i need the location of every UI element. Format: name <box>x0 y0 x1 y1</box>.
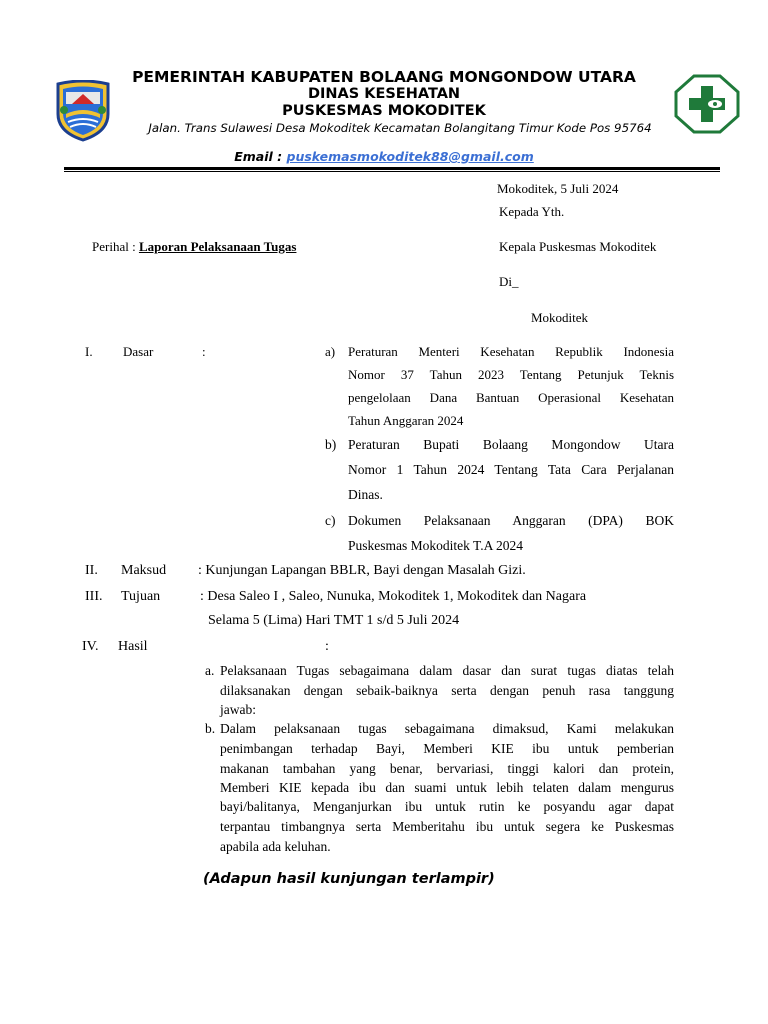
recipient-city: Mokoditek <box>531 310 589 325</box>
hasil-item-b-line1: Dalam pelaksanaan tugas sebagaimana dimaksud, Kami melakukan <box>220 721 674 736</box>
section-hasil-colon: : <box>325 639 329 654</box>
letterhead-rule-thin <box>64 171 720 172</box>
section-dasar-label: Dasar <box>123 344 154 359</box>
section-tujuan-number: III. <box>85 589 103 604</box>
dasar-item-a-line2: Nomor 37 Tahun 2023 Tentang Petunjuk Teknis <box>348 367 674 382</box>
hasil-item-b-line7: apabila ada keluhan. <box>220 839 331 854</box>
dasar-item-c-line1: Dokumen Pelaksanaan Anggaran (DPA) BOK <box>348 513 674 528</box>
section-maksud-text: : Kunjungan Lapangan BBLR, Bayi dengan Masalah Gizi. <box>198 563 526 578</box>
hasil-item-a-line1: Pelaksanaan Tugas sebagaimana dalam dasar dan surat tugas diatas telah <box>220 663 674 678</box>
attachment-note: (Adapun hasil kunjungan terlampir) <box>203 871 495 887</box>
dasar-item-marker-a: a) <box>325 344 336 359</box>
dasar-item-marker-b: b) <box>325 437 337 452</box>
section-hasil-number: IV. <box>82 639 99 654</box>
dasar-item-a-line4: Tahun Anggaran 2024 <box>348 413 464 428</box>
hasil-item-a-line3: jawab: <box>220 702 256 717</box>
subject-text: Laporan Pelaksanaan Tugas <box>138 239 297 254</box>
email-link[interactable]: puskemasmokoditek88@gmail.com <box>286 149 534 164</box>
subject-line <box>92 239 296 255</box>
hasil-item-b-line6: terpantau timbangnya serta Memberitahu ibu untuk segera ke Puskesmas <box>220 819 674 834</box>
hasil-item-b-line5: bayi/balitanya, Menganjurkan ibu untuk rutin ke posyandu agar dapat <box>220 799 674 814</box>
letterhead-agency: DINAS KESEHATAN <box>307 86 461 102</box>
letterhead-address: Jalan. Trans Sulawesi Desa Mokoditek Kecamatan Bolangitang Timur Kode Pos 95764 <box>148 121 652 135</box>
dasar-item-a-line1: Peraturan Menteri Kesehatan Republik Indonesia <box>348 344 674 359</box>
dasar-item-b-line2: Nomor 1 Tahun 2024 Tentang Tata Cara Perjalanan <box>348 462 674 477</box>
hasil-item-b-line2: penimbangan terhadap Bayi, Memberi KIE ibu untuk pemberian <box>220 741 674 756</box>
dasar-item-a-line3: pengelolaan Dana Bantuan Operasional Kesehatan <box>348 390 674 405</box>
hasil-item-b-line4: Memberi KIE kepada ibu dan suami untuk lebih telaten dalam mengurus <box>220 780 674 795</box>
to-label: Kepada Yth. <box>499 204 565 219</box>
recipient: Kepala Puskesmas Mokoditek <box>499 239 657 254</box>
section-tujuan-label: Tujuan <box>121 589 161 604</box>
dasar-item-marker-c: c) <box>325 513 336 528</box>
hasil-item-b-line3: makanan tambahan yang benar, bervariasi, tinggi kalori dan protein, <box>220 761 674 776</box>
section-maksud-label: Maksud <box>121 563 167 578</box>
puskesmas-cross-logo <box>674 74 740 134</box>
letterhead-unit: PUSKESMAS MOKODITEK <box>282 103 486 119</box>
section-maksud-number: II. <box>85 563 98 578</box>
hasil-item-marker-b: b. <box>205 721 216 736</box>
section-dasar-number: I. <box>85 344 93 359</box>
section-dasar-colon: : <box>202 344 206 359</box>
subject-label: Perihal : <box>92 239 136 254</box>
di-label: Di_ <box>499 274 519 289</box>
letterhead-rule-thick <box>64 167 720 170</box>
dasar-item-b-line3: Dinas. <box>348 487 383 502</box>
hasil-item-marker-a: a. <box>205 663 215 678</box>
email-label: Email : <box>234 149 283 164</box>
letterhead-government: PEMERINTAH KABUPATEN BOLAANG MONGONDOW UTARA <box>132 68 636 86</box>
dasar-item-b-line1: Peraturan Bupati Bolaang Mongondow Utara <box>348 437 674 452</box>
section-tujuan-text: : Desa Saleo I , Saleo, Nunuka, Mokoditek 1, Mokoditek dan Nagara <box>200 589 587 604</box>
section-hasil-label: Hasil <box>118 639 148 654</box>
section-tujuan-duration: Selama 5 (Lima) Hari TMT 1 s/d 5 Juli 2024 <box>208 613 460 628</box>
hasil-item-a-line2: dilaksanakan dengan sebaik-baiknya serta dengan penuh rasa tanggung <box>220 683 674 698</box>
letterhead-email-line <box>0 149 768 164</box>
place-date: Mokoditek, 5 Juli 2024 <box>497 181 619 196</box>
dasar-item-c-line2: Puskesmas Mokoditek T.A 2024 <box>348 538 524 553</box>
